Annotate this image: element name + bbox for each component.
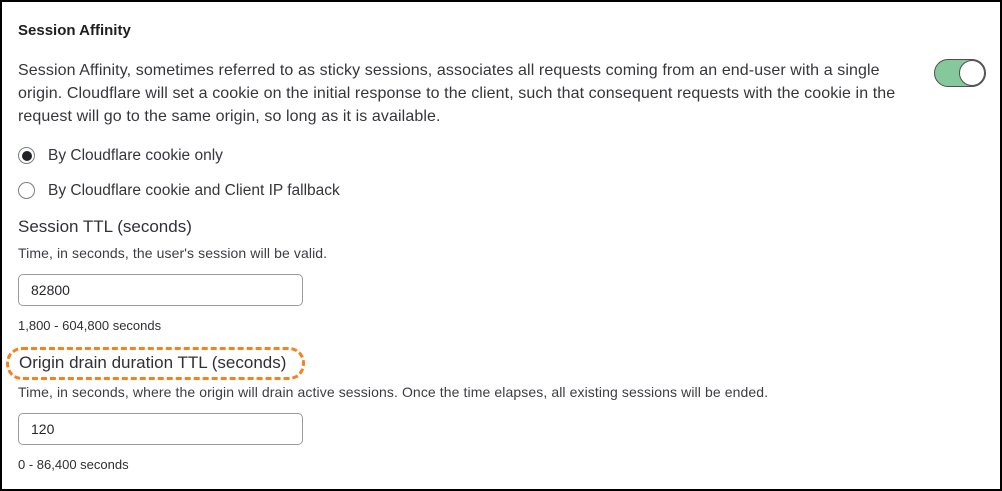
session-affinity-toggle[interactable] xyxy=(934,59,986,87)
session-ttl-field xyxy=(18,217,986,333)
field-label-annotation xyxy=(6,347,305,380)
session-ttl-label: Session TTL (seconds) xyxy=(18,217,192,236)
origin-drain-ttl-help-text: Time, in seconds, where the origin will drain active sessions. Once the time elapses, all existing sessions will be ended. xyxy=(18,384,769,400)
radio-option-label: By Cloudflare cookie and Client IP fallback xyxy=(48,182,340,199)
radio-button-icon[interactable] xyxy=(18,182,35,199)
origin-drain-ttl-field xyxy=(18,351,986,472)
origin-drain-ttl-range-hint: 0 - 86,400 seconds xyxy=(18,457,129,472)
field-label-wrap xyxy=(18,217,192,237)
origin-drain-ttl-label: Origin drain duration TTL (seconds) xyxy=(19,353,287,372)
panel-title: Session Affinity xyxy=(18,22,131,39)
radio-option-cookie-ip-fallback[interactable] xyxy=(18,182,986,199)
description-row xyxy=(18,59,986,128)
origin-drain-ttl-input[interactable] xyxy=(18,413,303,445)
radio-option-cookie-only[interactable] xyxy=(18,147,986,164)
session-ttl-input[interactable] xyxy=(18,274,303,306)
affinity-mode-radio-group xyxy=(18,147,986,199)
radio-option-label: By Cloudflare cookie only xyxy=(48,147,223,164)
session-ttl-range-hint: 1,800 - 604,800 seconds xyxy=(18,318,162,333)
panel-description: Session Affinity, sometimes referred to as sticky sessions, associates all requests coming from an end-user with a single origin. Cloudflare will set a cookie on the initial response to the client, such that consequent requests with the cookie in the request will go to the same origin, so long as it is available. xyxy=(18,62,896,125)
toggle-knob-icon xyxy=(959,60,985,86)
radio-button-icon[interactable] xyxy=(18,147,35,164)
session-ttl-help-text: Time, in seconds, the user's session will be valid. xyxy=(18,245,328,261)
